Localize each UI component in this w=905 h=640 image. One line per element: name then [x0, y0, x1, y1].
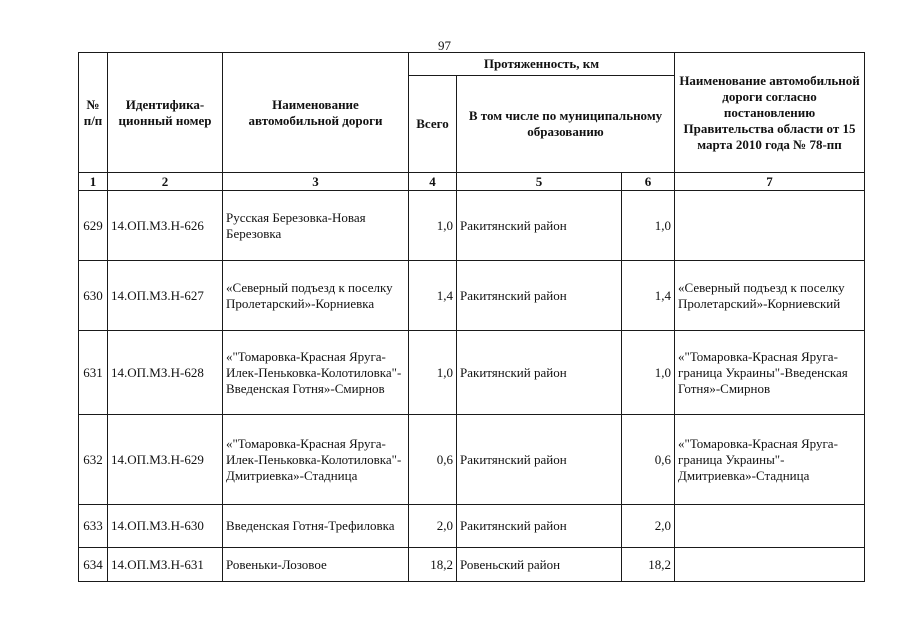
legal-road-name: «"Томаровка-Красная Яруга-граница Украины"-Введенская Готня»-Смирнов [675, 331, 865, 415]
road-register-table [78, 52, 865, 582]
municipality-length: 1,4 [622, 261, 675, 331]
legal-road-name [675, 548, 865, 582]
legal-road-name: «"Томаровка-Красная Яруга-граница Украины"-Дмитриевка»-Стадница [675, 415, 865, 505]
column-number: 5 [457, 173, 622, 191]
length-total: 1,0 [409, 191, 457, 261]
table-row [79, 191, 865, 261]
length-total: 2,0 [409, 505, 457, 548]
row-number: 633 [79, 505, 108, 548]
legal-road-name: «Северный подъезд к поселку Пролетарский»-Корниевский [675, 261, 865, 331]
column-number-row [79, 173, 865, 191]
row-number: 632 [79, 415, 108, 505]
length-total: 1,4 [409, 261, 457, 331]
length-total: 18,2 [409, 548, 457, 582]
column-number: 4 [409, 173, 457, 191]
road-name: «Северный подъезд к поселку Пролетарский»-Корниевка [223, 261, 409, 331]
column-number: 3 [223, 173, 409, 191]
table-row [79, 505, 865, 548]
municipality-name: Ровеньский район [457, 548, 622, 582]
row-number: 630 [79, 261, 108, 331]
road-name: Введенская Готня-Трефиловка [223, 505, 409, 548]
table-row [79, 415, 865, 505]
header-length: Протяженность, км [409, 53, 675, 76]
legal-road-name [675, 505, 865, 548]
table-row [79, 548, 865, 582]
municipality-length: 1,0 [622, 331, 675, 415]
column-number: 6 [622, 173, 675, 191]
road-identifier: 14.ОП.МЗ.Н-631 [108, 548, 223, 582]
municipality-name: Ракитянский район [457, 505, 622, 548]
road-name: «"Томаровка-Красная Яруга-Илек-Пеньковка-Колотиловка"-Дмитриевка»-Стадница [223, 415, 409, 505]
length-total: 1,0 [409, 331, 457, 415]
column-number: 1 [79, 173, 108, 191]
municipality-length: 2,0 [622, 505, 675, 548]
row-number: 629 [79, 191, 108, 261]
legal-road-name [675, 191, 865, 261]
road-identifier: 14.ОП.МЗ.Н-629 [108, 415, 223, 505]
municipality-name: Ракитянский район [457, 331, 622, 415]
road-identifier: 14.ОП.МЗ.Н-626 [108, 191, 223, 261]
header-by-municipality: В том числе по муниципальному образованию [457, 76, 675, 173]
row-number: 634 [79, 548, 108, 582]
length-total: 0,6 [409, 415, 457, 505]
header-number: № п/п [79, 53, 108, 173]
road-name: Ровеньки-Лозовое [223, 548, 409, 582]
road-identifier: 14.ОП.МЗ.Н-630 [108, 505, 223, 548]
header-legal-name: Наименование автомобильной дороги согласно постановлению Правительства области от 15 марта 2010 года № 78-пп [675, 53, 865, 173]
column-number: 7 [675, 173, 865, 191]
municipality-length: 1,0 [622, 191, 675, 261]
table-row [79, 331, 865, 415]
municipality-name: Ракитянский район [457, 415, 622, 505]
page-number: 97 [438, 38, 451, 53]
municipality-name: Ракитянский район [457, 191, 622, 261]
road-identifier: 14.ОП.МЗ.Н-627 [108, 261, 223, 331]
header-road-name: Наименование автомобильной дороги [223, 53, 409, 173]
road-name: Русская Березовка-Новая Березовка [223, 191, 409, 261]
header-total: Всего [409, 76, 457, 173]
road-name: «"Томаровка-Красная Яруга-Илек-Пеньковка-Колотиловка"-Введенская Готня»-Смирнов [223, 331, 409, 415]
row-number: 631 [79, 331, 108, 415]
column-number: 2 [108, 173, 223, 191]
road-identifier: 14.ОП.МЗ.Н-628 [108, 331, 223, 415]
table-row [79, 261, 865, 331]
municipality-name: Ракитянский район [457, 261, 622, 331]
header-row [79, 53, 865, 76]
municipality-length: 18,2 [622, 548, 675, 582]
municipality-length: 0,6 [622, 415, 675, 505]
header-identifier: Идентифика-ционный номер [108, 53, 223, 173]
